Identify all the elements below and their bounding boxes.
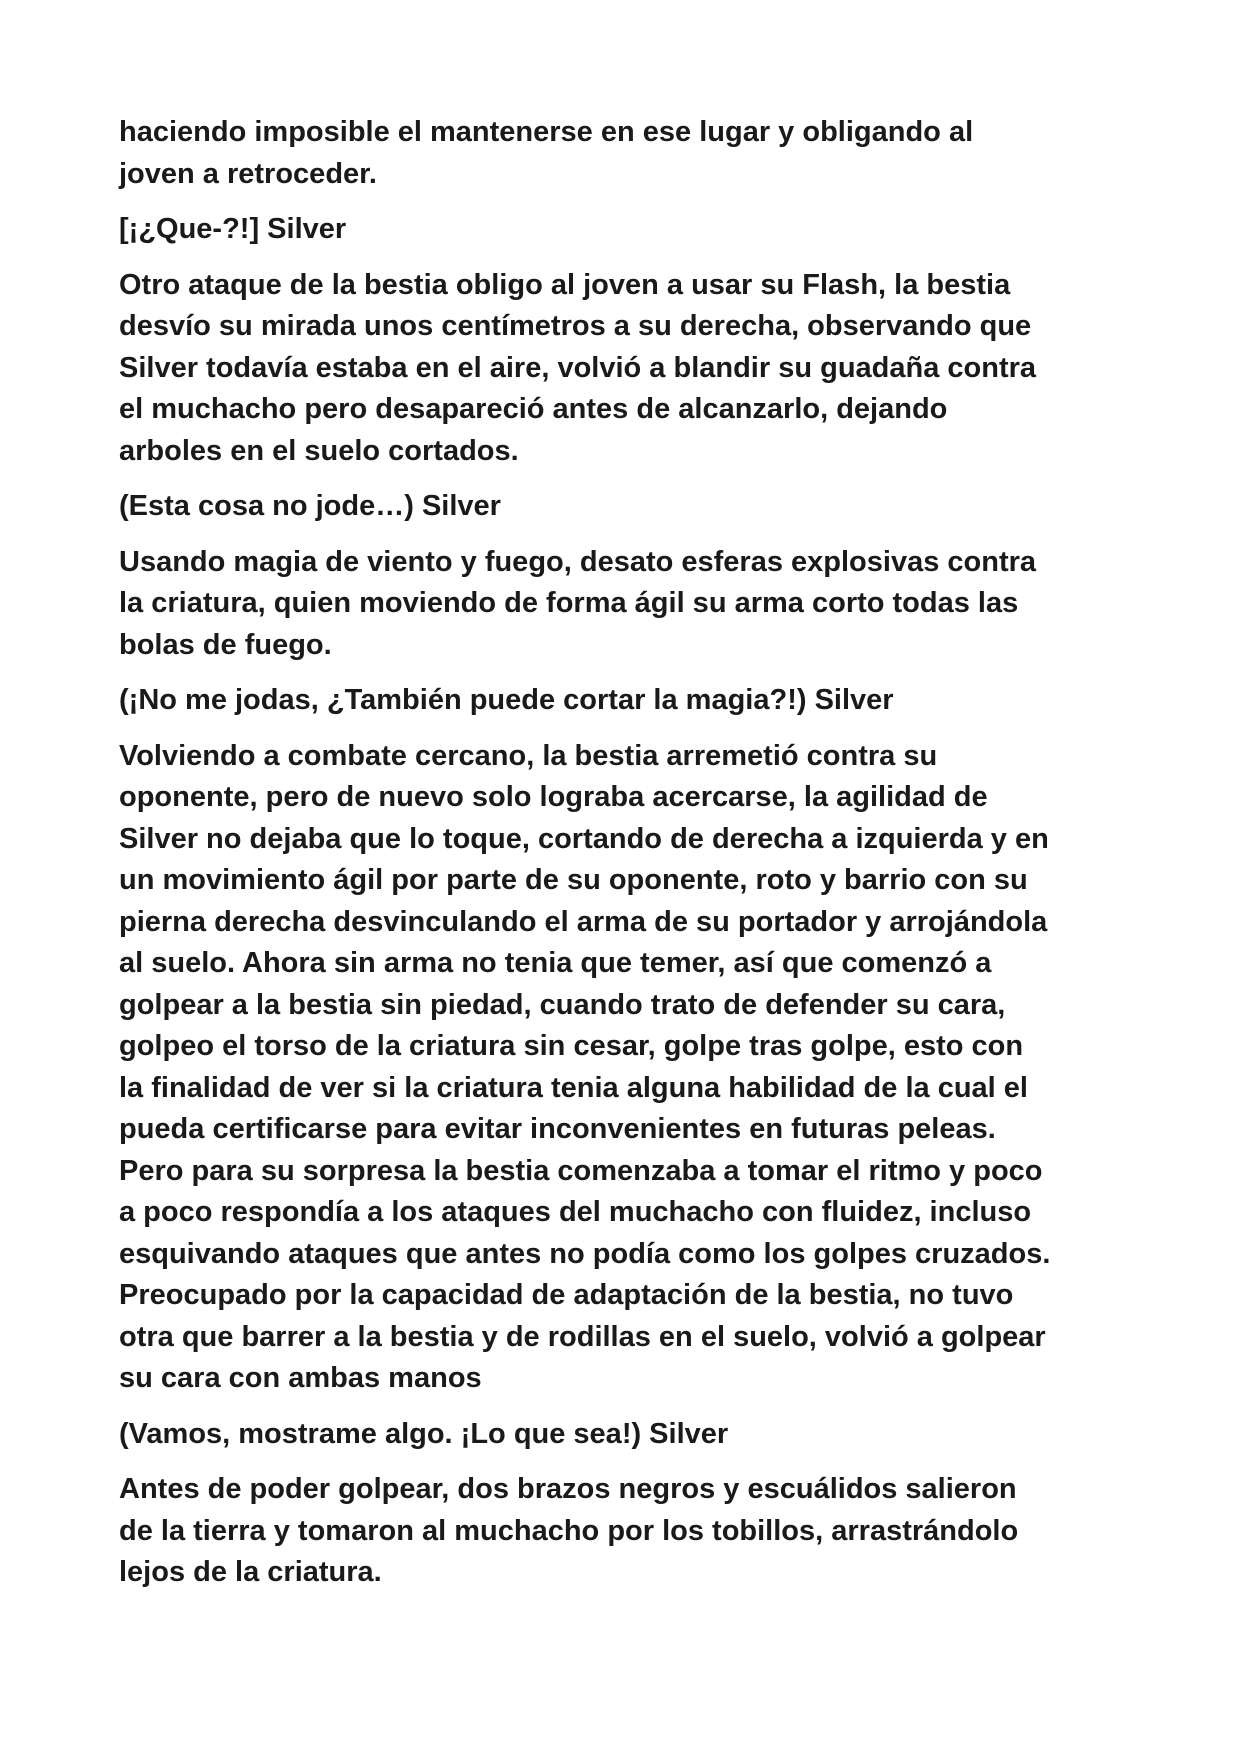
narration-paragraph: Antes de poder golpear, dos brazos negros y escuálidos salieron de la tierra y tomaron al muchacho por los tobillos, arrastrándolo lejos de la criatura. <box>119 1473 1019 1588</box>
narration-paragraph: Otro ataque de la bestia obligo al joven a usar su Flash, la bestia desvío su mirada unos centímetros a su derecha, observando que Silver todavía estaba en el aire, volvió a blandir su guadaña contra el muchacho pero desapareció antes de alcanzarlo, dejando arboles en el suelo cortados. <box>119 268 1037 467</box>
narration-paragraph: Usando magia de viento y fuego, desato esferas explosivas contra la criatura, quien moviendo de forma ágil su arma corto todas las bolas de fuego. <box>119 545 1037 661</box>
dialogue-line: (¡No me jodas, ¿También puede cortar la magia?!) Silver <box>119 684 894 716</box>
dialogue-line: (Vamos, mostrame algo. ¡Lo que sea!) Silver <box>119 1417 729 1450</box>
dialogue-line: (Esta cosa no jode…) Silver <box>119 490 501 522</box>
document-page <box>119 112 1139 1608</box>
narration-paragraph: Volviendo a combate cercano, la bestia arremetió contra su oponente, pero de nuevo solo lograba acercarse, la agilidad de Silver no dejaba que lo toque, cortando de derecha a izquierda y en un movimiento ágil por parte de su oponente, roto y barrio con su pierna derecha desvinculando el arma de su portador y arrojándola al suelo. Ahora sin arma no tenia que temer, así que comenzó a golpear a la bestia sin piedad, cuando trato de defender su cara, golpeo el torso de la criatura sin cesar, golpe tras golpe, esto con la finalidad de ver si la criatura tenia alguna habilidad de la cual el pueda certificarse para evitar inconvenientes en futuras peleas. Pero para su sorpresa la bestia comenzaba a tomar el ritmo y poco a poco respondía a los ataques del muchacho con fluidez, incluso esquivando ataques que antes no podía como los golpes cruzados. Preocupado por la capacidad de adaptación de la bestia, no tuvo otra que barrer a la bestia y de rodillas en el suelo, volvió a golpear su cara con ambas manos <box>119 739 1051 1394</box>
dialogue-line: [¡¿Que-?!] Silver <box>119 213 347 245</box>
narration-paragraph: haciendo imposible el mantenerse en ese lugar y obligando al joven a retroceder. <box>119 116 974 190</box>
